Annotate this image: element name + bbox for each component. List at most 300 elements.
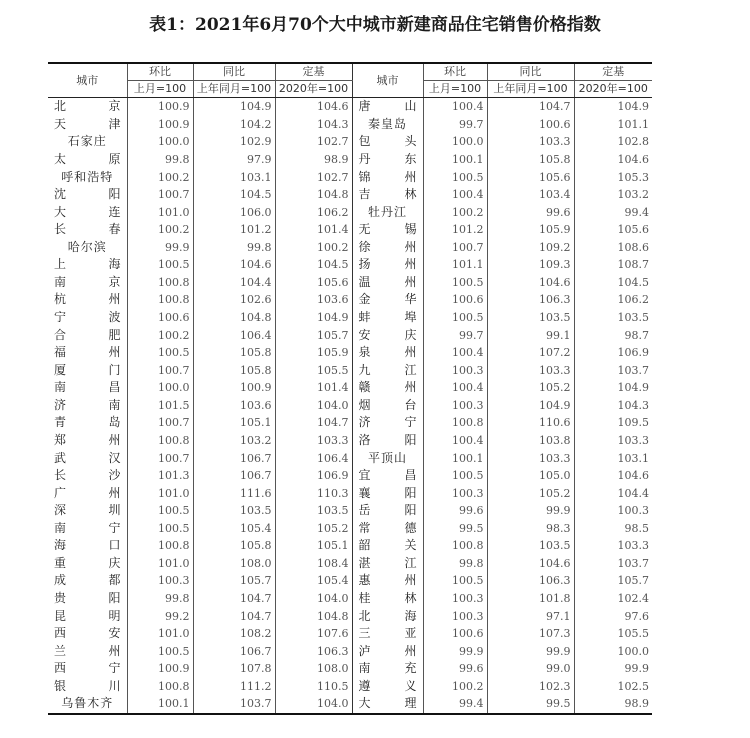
city-name-cell xyxy=(48,291,127,309)
city-name-part: 西 xyxy=(54,626,67,641)
fixed-base-value: 104.6 xyxy=(574,467,652,485)
yoy-value: 105.0 xyxy=(487,467,574,485)
header-yoy-left: 同比 xyxy=(193,63,275,81)
city-name-part: 天 xyxy=(54,116,67,131)
city-name-cell xyxy=(352,660,423,678)
city-name-cell xyxy=(352,625,423,643)
mom-value: 100.5 xyxy=(127,642,193,660)
mom-value: 100.5 xyxy=(127,520,193,538)
mom-value: 100.5 xyxy=(423,274,487,292)
city-name-cell xyxy=(48,239,127,257)
table-row xyxy=(48,502,652,520)
yoy-value: 99.5 xyxy=(487,695,574,714)
city-name-part: 口 xyxy=(108,538,121,553)
city-name-cell xyxy=(352,186,423,204)
city-name-part: 烟 xyxy=(358,397,371,412)
fixed-base-value: 104.9 xyxy=(574,379,652,397)
mom-value: 101.0 xyxy=(127,625,193,643)
fixed-base-value: 103.7 xyxy=(574,361,652,379)
city-name-part: 大 xyxy=(358,696,371,711)
fixed-base-value: 105.9 xyxy=(275,344,352,362)
city-name-part: 南 xyxy=(108,397,121,412)
fixed-base-value: 100.3 xyxy=(574,502,652,520)
yoy-value: 103.5 xyxy=(487,309,574,327)
fixed-base-value: 105.5 xyxy=(275,361,352,379)
fixed-base-value: 102.7 xyxy=(275,168,352,186)
city-name-cell xyxy=(352,133,423,151)
city-name-part: 徐 xyxy=(358,239,371,254)
mom-value: 100.3 xyxy=(423,590,487,608)
city-name-part: 锡 xyxy=(404,222,417,237)
table-row xyxy=(48,537,652,555)
city-name-part: 泸 xyxy=(358,643,371,658)
table-row xyxy=(48,116,652,134)
city-name-part: 州 xyxy=(404,380,417,395)
city-name-part: 昆 xyxy=(54,608,67,623)
city-name-part: 襄 xyxy=(358,485,371,500)
city-name-part: 遵 xyxy=(358,678,371,693)
yoy-value: 104.5 xyxy=(193,186,275,204)
city-name-cell xyxy=(352,397,423,415)
city-name-part: 桂 xyxy=(358,591,371,606)
yoy-value: 105.8 xyxy=(193,344,275,362)
table-row xyxy=(48,607,652,625)
city-name-part: 平顶山 xyxy=(367,450,407,465)
city-name-part: 春 xyxy=(108,222,121,237)
yoy-value: 105.2 xyxy=(487,379,574,397)
city-name-cell xyxy=(352,239,423,257)
mom-value: 100.2 xyxy=(127,326,193,344)
fixed-base-value: 105.3 xyxy=(574,168,652,186)
city-name-part: 南 xyxy=(54,274,67,289)
yoy-value: 105.9 xyxy=(487,221,574,239)
fixed-base-value: 104.3 xyxy=(574,397,652,415)
city-name-cell xyxy=(48,151,127,169)
yoy-value: 104.7 xyxy=(487,98,574,116)
yoy-value: 105.1 xyxy=(193,414,275,432)
city-name-part: 温 xyxy=(358,274,371,289)
city-name-part: 包 xyxy=(358,134,371,149)
city-name-part: 长 xyxy=(54,468,67,483)
city-name-part: 呼和浩特 xyxy=(61,169,114,184)
city-name-cell xyxy=(352,520,423,538)
city-name-part: 庆 xyxy=(404,327,417,342)
table-title: 表1：2021年6月70个大中城市新建商品住宅销售价格指数 xyxy=(149,15,601,35)
city-name-part: 江 xyxy=(404,362,417,377)
city-name-part: 林 xyxy=(404,187,417,202)
fixed-base-value: 108.7 xyxy=(574,256,652,274)
fixed-base-value: 101.1 xyxy=(574,116,652,134)
header-yoy-right: 同比 xyxy=(487,63,574,81)
yoy-value: 105.6 xyxy=(487,168,574,186)
yoy-value: 103.4 xyxy=(487,186,574,204)
city-name-part: 常 xyxy=(358,520,371,535)
mom-value: 101.0 xyxy=(127,203,193,221)
mom-value: 99.7 xyxy=(423,326,487,344)
table-row xyxy=(48,467,652,485)
city-name-part: 州 xyxy=(108,345,121,360)
table-row xyxy=(48,484,652,502)
yoy-value: 107.8 xyxy=(193,660,275,678)
mom-value: 100.5 xyxy=(423,309,487,327)
table-row xyxy=(48,414,652,432)
header-yoy-base-right: 上年同月=100 xyxy=(487,81,574,98)
city-name-part: 武 xyxy=(54,450,67,465)
city-name-part: 深 xyxy=(54,503,67,518)
table-row xyxy=(48,678,652,696)
city-name-part: 沙 xyxy=(108,468,121,483)
city-name-part: 圳 xyxy=(108,503,121,518)
yoy-value: 99.9 xyxy=(487,642,574,660)
table-row xyxy=(48,344,652,362)
fixed-base-value: 102.7 xyxy=(275,133,352,151)
yoy-value: 103.3 xyxy=(487,133,574,151)
city-name-part: 宁 xyxy=(108,661,121,676)
mom-value: 100.6 xyxy=(423,625,487,643)
city-name-part: 韶 xyxy=(358,538,371,553)
fixed-base-value: 104.5 xyxy=(275,256,352,274)
city-name-part: 安 xyxy=(358,327,371,342)
fixed-base-value: 102.8 xyxy=(574,133,652,151)
yoy-value: 104.6 xyxy=(193,256,275,274)
mom-value: 100.4 xyxy=(423,98,487,116)
yoy-value: 97.1 xyxy=(487,607,574,625)
table-row xyxy=(48,432,652,450)
header-mom-left: 环比 xyxy=(127,63,193,81)
city-name-part: 海 xyxy=(404,608,417,623)
mom-value: 100.5 xyxy=(127,256,193,274)
city-name-cell xyxy=(352,414,423,432)
fixed-base-value: 103.3 xyxy=(574,537,652,555)
mom-value: 100.8 xyxy=(127,291,193,309)
city-name-part: 德 xyxy=(404,520,417,535)
city-name-cell xyxy=(48,695,127,714)
city-name-part: 长 xyxy=(54,222,67,237)
table-row xyxy=(48,520,652,538)
city-name-cell xyxy=(48,274,127,292)
city-name-part: 丹 xyxy=(358,151,371,166)
city-name-part: 岛 xyxy=(108,415,121,430)
city-name-part: 福 xyxy=(54,345,67,360)
city-name-cell xyxy=(352,291,423,309)
city-name-part: 州 xyxy=(404,169,417,184)
header-mom-right: 环比 xyxy=(423,63,487,81)
yoy-value: 101.2 xyxy=(193,221,275,239)
fixed-base-value: 99.9 xyxy=(574,660,652,678)
city-name-part: 蚌 xyxy=(358,310,371,325)
table-row xyxy=(48,168,652,186)
table-row xyxy=(48,239,652,257)
city-name-part: 青 xyxy=(54,415,67,430)
yoy-value: 103.5 xyxy=(193,502,275,520)
yoy-value: 108.2 xyxy=(193,625,275,643)
mom-value: 100.0 xyxy=(127,133,193,151)
city-name-part: 北 xyxy=(358,608,371,623)
city-name-cell xyxy=(352,572,423,590)
yoy-value: 103.5 xyxy=(487,537,574,555)
fixed-base-value: 110.3 xyxy=(275,484,352,502)
city-name-part: 阳 xyxy=(108,591,121,606)
table-row xyxy=(48,397,652,415)
yoy-value: 101.8 xyxy=(487,590,574,608)
mom-value: 100.6 xyxy=(423,291,487,309)
city-name-part: 庆 xyxy=(108,555,121,570)
yoy-value: 109.2 xyxy=(487,239,574,257)
city-name-part: 石家庄 xyxy=(67,134,107,149)
fixed-base-value: 105.6 xyxy=(275,274,352,292)
city-name-cell xyxy=(48,625,127,643)
fixed-base-value: 103.3 xyxy=(275,432,352,450)
city-name-part: 牡丹江 xyxy=(367,204,407,219)
mom-value: 99.5 xyxy=(423,520,487,538)
city-name-part: 林 xyxy=(404,591,417,606)
mom-value: 100.9 xyxy=(127,660,193,678)
fixed-base-value: 105.1 xyxy=(275,537,352,555)
yoy-value: 103.3 xyxy=(487,361,574,379)
city-name-part: 宜 xyxy=(358,468,371,483)
mom-value: 100.5 xyxy=(423,467,487,485)
fixed-base-value: 108.4 xyxy=(275,555,352,573)
city-name-part: 大 xyxy=(54,204,67,219)
fixed-base-value: 104.5 xyxy=(574,274,652,292)
fixed-base-value: 105.7 xyxy=(574,572,652,590)
city-name-part: 九 xyxy=(358,362,371,377)
header-fixed-left: 定基 xyxy=(275,63,352,81)
city-name-part: 华 xyxy=(404,292,417,307)
table-row xyxy=(48,642,652,660)
mom-value: 100.8 xyxy=(127,678,193,696)
city-name-cell xyxy=(48,520,127,538)
yoy-value: 106.7 xyxy=(193,449,275,467)
fixed-base-value: 107.6 xyxy=(275,625,352,643)
city-name-part: 哈尔滨 xyxy=(67,239,107,254)
mom-value: 100.3 xyxy=(423,361,487,379)
city-name-part: 上 xyxy=(54,257,67,272)
city-name-part: 阳 xyxy=(404,503,417,518)
city-name-cell xyxy=(352,607,423,625)
yoy-value: 109.3 xyxy=(487,256,574,274)
yoy-value: 106.3 xyxy=(487,572,574,590)
city-name-cell xyxy=(48,607,127,625)
mom-value: 100.1 xyxy=(423,151,487,169)
table-row xyxy=(48,291,652,309)
city-name-cell xyxy=(48,203,127,221)
fixed-base-value: 102.5 xyxy=(574,678,652,696)
mom-value: 100.3 xyxy=(423,607,487,625)
fixed-base-value: 104.9 xyxy=(275,309,352,327)
fixed-base-value: 105.4 xyxy=(275,572,352,590)
city-name-cell xyxy=(352,432,423,450)
city-name-part: 关 xyxy=(404,538,417,553)
yoy-value: 99.9 xyxy=(487,502,574,520)
city-name-cell xyxy=(352,642,423,660)
city-name-part: 杭 xyxy=(54,292,67,307)
mom-value: 100.9 xyxy=(127,116,193,134)
fixed-base-value: 106.9 xyxy=(574,344,652,362)
mom-value: 99.6 xyxy=(423,502,487,520)
city-name-cell xyxy=(352,309,423,327)
header-yoy-base-left: 上年同月=100 xyxy=(193,81,275,98)
city-name-cell xyxy=(352,449,423,467)
city-name-part: 理 xyxy=(404,696,417,711)
city-name-part: 波 xyxy=(108,310,121,325)
table-row xyxy=(48,660,652,678)
city-name-part: 州 xyxy=(108,292,121,307)
table-row xyxy=(48,379,652,397)
mom-value: 100.8 xyxy=(127,274,193,292)
header-mom-base-left: 上月=100 xyxy=(127,81,193,98)
city-name-cell xyxy=(352,168,423,186)
yoy-value: 111.2 xyxy=(193,678,275,696)
table-row xyxy=(48,256,652,274)
fixed-base-value: 102.4 xyxy=(574,590,652,608)
table-row xyxy=(48,186,652,204)
city-name-cell xyxy=(48,98,127,116)
city-name-part: 安 xyxy=(108,626,121,641)
table-row xyxy=(48,590,652,608)
city-name-cell xyxy=(352,678,423,696)
mom-value: 100.4 xyxy=(423,186,487,204)
yoy-value: 107.2 xyxy=(487,344,574,362)
yoy-value: 106.0 xyxy=(193,203,275,221)
mom-value: 100.3 xyxy=(423,397,487,415)
mom-value: 100.8 xyxy=(127,432,193,450)
mom-value: 100.2 xyxy=(423,678,487,696)
fixed-base-value: 104.6 xyxy=(275,98,352,116)
city-name-part: 唐 xyxy=(358,99,371,114)
city-name-part: 宁 xyxy=(54,310,67,325)
mom-value: 100.7 xyxy=(127,449,193,467)
fixed-base-value: 103.7 xyxy=(574,555,652,573)
table-row xyxy=(48,572,652,590)
yoy-value: 111.6 xyxy=(193,484,275,502)
fixed-base-value: 104.8 xyxy=(275,607,352,625)
mom-value: 100.5 xyxy=(127,502,193,520)
city-name-part: 明 xyxy=(108,608,121,623)
yoy-value: 105.7 xyxy=(193,572,275,590)
fixed-base-value: 106.2 xyxy=(275,203,352,221)
mom-value: 100.8 xyxy=(423,414,487,432)
city-name-part: 海 xyxy=(108,257,121,272)
yoy-value: 103.2 xyxy=(193,432,275,450)
fixed-base-value: 108.6 xyxy=(574,239,652,257)
city-name-part: 连 xyxy=(108,204,121,219)
yoy-value: 104.7 xyxy=(193,607,275,625)
city-name-cell xyxy=(48,642,127,660)
mom-value: 100.2 xyxy=(127,168,193,186)
fixed-base-value: 105.7 xyxy=(275,326,352,344)
city-name-part: 京 xyxy=(108,274,121,289)
city-name-part: 贵 xyxy=(54,591,67,606)
yoy-value: 105.2 xyxy=(487,484,574,502)
city-name-cell xyxy=(48,449,127,467)
mom-value: 100.8 xyxy=(127,537,193,555)
city-name-part: 原 xyxy=(108,151,121,166)
fixed-base-value: 103.2 xyxy=(574,186,652,204)
city-name-cell xyxy=(48,555,127,573)
city-name-part: 昌 xyxy=(108,380,121,395)
city-name-part: 亚 xyxy=(404,626,417,641)
mom-value: 99.8 xyxy=(127,590,193,608)
mom-value: 100.3 xyxy=(127,572,193,590)
city-name-part: 湛 xyxy=(358,555,371,570)
city-name-cell xyxy=(48,361,127,379)
header-city-right: 城市 xyxy=(352,63,423,98)
city-name-cell xyxy=(48,168,127,186)
mom-value: 100.0 xyxy=(423,133,487,151)
fixed-base-value: 105.5 xyxy=(574,625,652,643)
city-name-part: 兰 xyxy=(54,643,67,658)
yoy-value: 104.6 xyxy=(487,274,574,292)
fixed-base-value: 104.8 xyxy=(275,186,352,204)
city-name-part: 南 xyxy=(54,380,67,395)
city-name-part: 京 xyxy=(108,99,121,114)
header-city-left: 城市 xyxy=(48,63,127,98)
header-fixed-right: 定基 xyxy=(574,63,652,81)
table-row xyxy=(48,203,652,221)
city-name-cell xyxy=(352,695,423,714)
mom-value: 100.5 xyxy=(127,344,193,362)
city-name-part: 汉 xyxy=(108,450,121,465)
city-name-part: 州 xyxy=(404,257,417,272)
fixed-base-value: 106.9 xyxy=(275,467,352,485)
city-name-part: 阳 xyxy=(108,187,121,202)
yoy-value: 104.9 xyxy=(193,98,275,116)
fixed-base-value: 104.9 xyxy=(574,98,652,116)
mom-value: 100.4 xyxy=(423,379,487,397)
fixed-base-value: 98.7 xyxy=(574,326,652,344)
fixed-base-value: 110.5 xyxy=(275,678,352,696)
yoy-value: 98.3 xyxy=(487,520,574,538)
city-name-cell xyxy=(48,256,127,274)
mom-value: 100.4 xyxy=(423,344,487,362)
yoy-value: 102.3 xyxy=(487,678,574,696)
yoy-value: 104.2 xyxy=(193,116,275,134)
mom-value: 100.1 xyxy=(127,695,193,714)
city-name-cell xyxy=(48,572,127,590)
city-name-cell xyxy=(48,414,127,432)
header-fixed-base-right: 2020年=100 xyxy=(574,81,652,98)
city-name-part: 乌鲁木齐 xyxy=(61,696,114,711)
fixed-base-value: 109.5 xyxy=(574,414,652,432)
city-name-part: 金 xyxy=(358,292,371,307)
yoy-value: 103.8 xyxy=(487,432,574,450)
yoy-value: 102.6 xyxy=(193,291,275,309)
yoy-value: 103.7 xyxy=(193,695,275,714)
city-name-part: 南 xyxy=(358,661,371,676)
city-name-cell xyxy=(48,309,127,327)
fixed-base-value: 104.0 xyxy=(275,397,352,415)
city-name-part: 济 xyxy=(358,415,371,430)
city-name-part: 川 xyxy=(108,678,121,693)
mom-value: 101.3 xyxy=(127,467,193,485)
city-name-part: 州 xyxy=(404,239,417,254)
fixed-base-value: 106.4 xyxy=(275,449,352,467)
city-name-cell xyxy=(48,502,127,520)
city-name-part: 成 xyxy=(54,573,67,588)
city-name-cell xyxy=(352,467,423,485)
city-name-part: 重 xyxy=(54,555,67,570)
mom-value: 99.4 xyxy=(423,695,487,714)
mom-value: 99.8 xyxy=(423,555,487,573)
yoy-value: 104.6 xyxy=(487,555,574,573)
yoy-value: 103.3 xyxy=(487,449,574,467)
fixed-base-value: 105.2 xyxy=(275,520,352,538)
table-row xyxy=(48,274,652,292)
table-row xyxy=(48,309,652,327)
city-name-cell xyxy=(48,660,127,678)
table-row xyxy=(48,695,652,714)
